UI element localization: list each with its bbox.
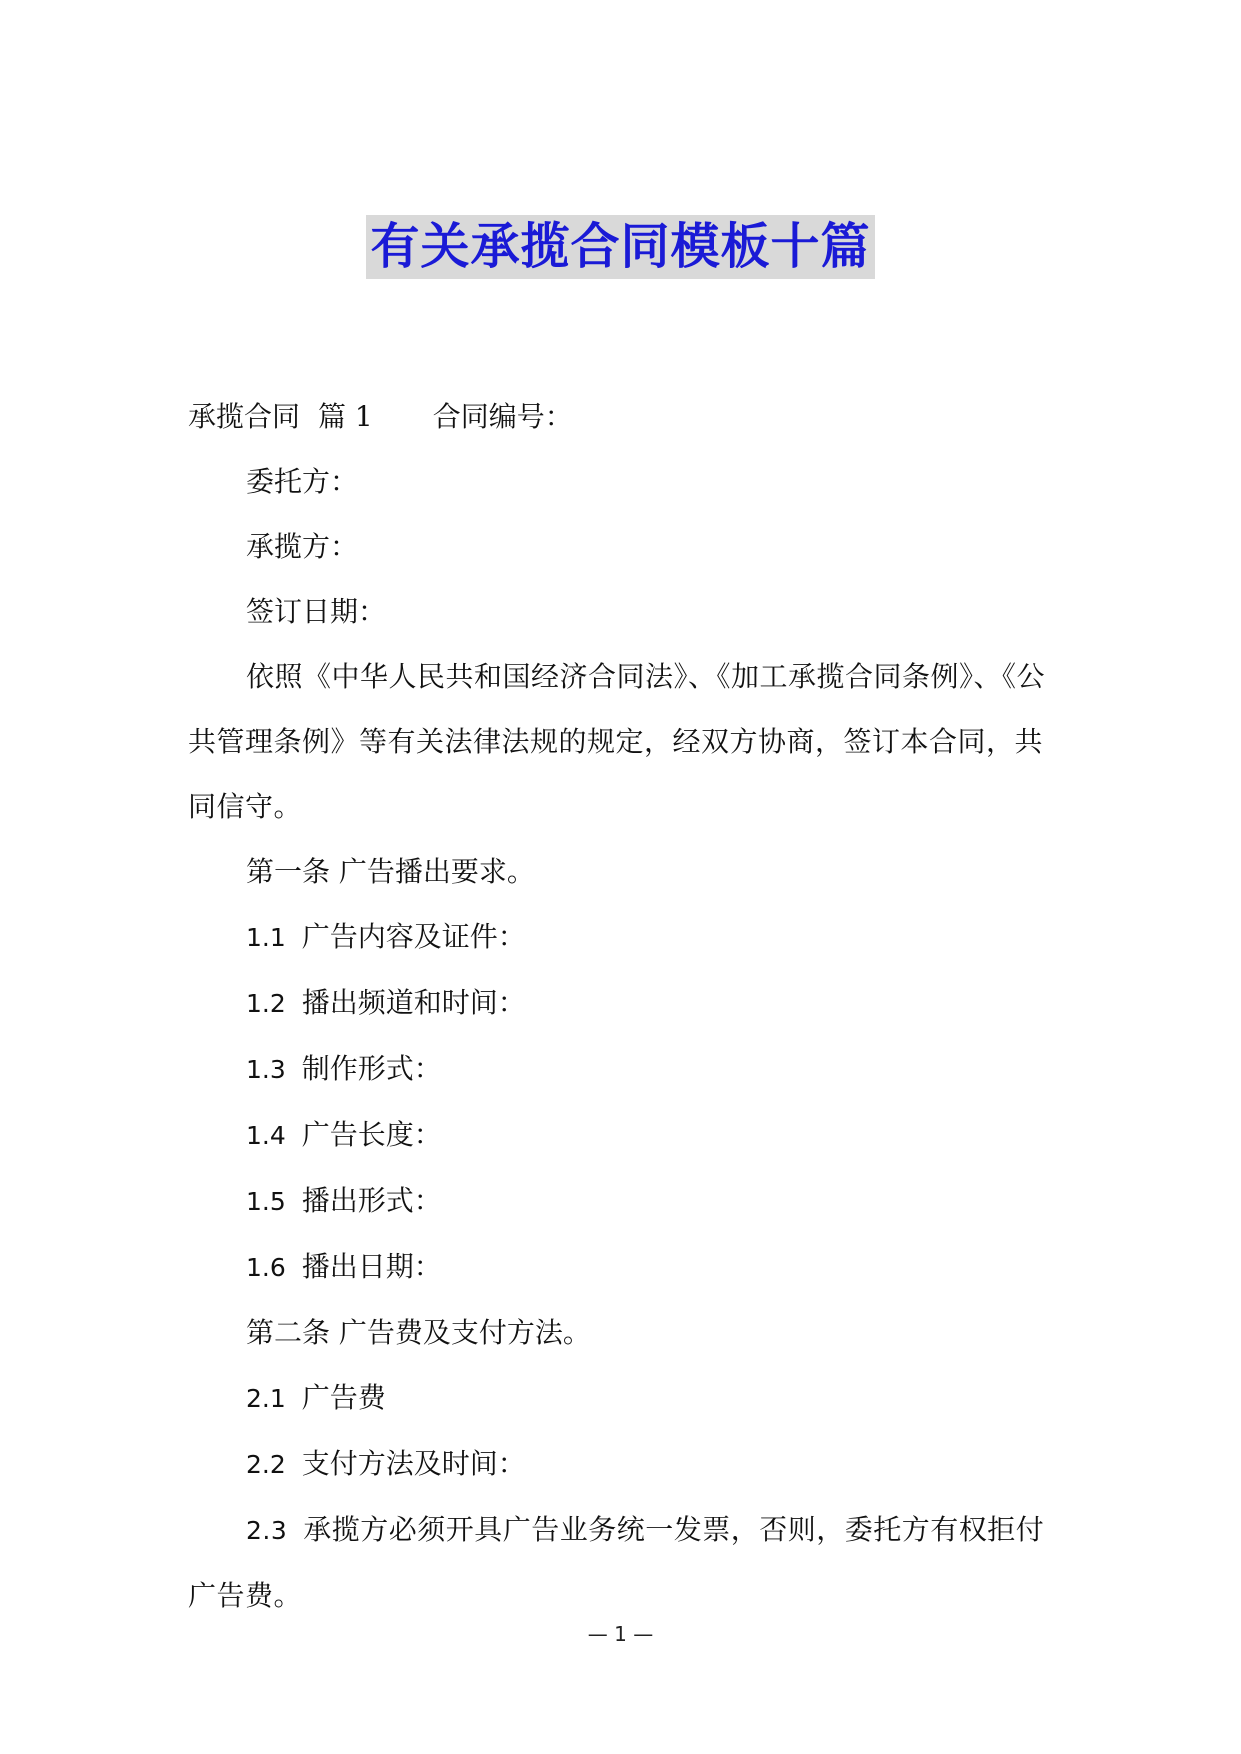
document-title: 有关承揽合同模板十篇 <box>366 215 874 279</box>
contract-label: 承揽合同 <box>188 400 301 433</box>
clause-text: 播出日期： <box>301 1250 442 1283</box>
clause-item <box>188 904 1058 970</box>
title-container <box>0 215 1241 279</box>
clause-text: 制作形式： <box>301 1052 442 1085</box>
clause-text: 广告内容及证件： <box>301 920 526 953</box>
clause-text: 广告费 <box>301 1381 386 1414</box>
document-body <box>188 384 1058 1628</box>
clause-number: 2.3 <box>246 1516 288 1545</box>
clause-item <box>188 1168 1058 1234</box>
clause-number: 2.1 <box>246 1384 286 1413</box>
clause-text: 广告长度： <box>301 1118 442 1151</box>
clause-text: 播出形式： <box>301 1184 442 1217</box>
article2-heading: 第二条 广告费及支付方法。 <box>246 1316 591 1349</box>
sign-date-line: 签订日期： <box>246 595 387 628</box>
client-line: 委托方： <box>246 465 359 498</box>
contract-number-label: 合同编号： <box>432 400 573 433</box>
clause-item <box>188 1102 1058 1168</box>
contractor-line: 承揽方： <box>246 530 359 563</box>
clause-number: 1.1 <box>246 923 286 952</box>
clause-text: 播出频道和时间： <box>301 986 526 1019</box>
clause-item <box>188 1497 1058 1628</box>
preamble-paragraph: 依照《中华人民共和国经济合同法》、《加工承揽合同条例》、《公共管理条例》等有关法律法规的规定，经双方协商，签订本合同，共同信守。 <box>188 660 1046 823</box>
clause-number: 1.4 <box>246 1121 286 1150</box>
clause-item <box>188 1036 1058 1102</box>
clause-number: 1.3 <box>246 1055 286 1084</box>
clause-item <box>188 1431 1058 1497</box>
clause-item <box>188 1365 1058 1431</box>
clause-number: 1.6 <box>246 1253 286 1282</box>
contract-header-line <box>188 384 1058 449</box>
clause-number: 2.2 <box>246 1450 286 1479</box>
clause-item <box>188 970 1058 1036</box>
article1-heading: 第一条 广告播出要求。 <box>246 855 535 888</box>
article-number: 篇 1 <box>318 400 373 433</box>
clause-text: 支付方法及时间： <box>301 1447 526 1480</box>
page-number: — 1 — <box>587 1622 654 1646</box>
clause-number: 1.2 <box>246 989 286 1018</box>
clause-number: 1.5 <box>246 1187 286 1216</box>
clause-text: 承揽方必须开具广告业务统一发票，否则，委托方有权拒付广告费。 <box>188 1513 1045 1612</box>
clause-item <box>188 1234 1058 1300</box>
